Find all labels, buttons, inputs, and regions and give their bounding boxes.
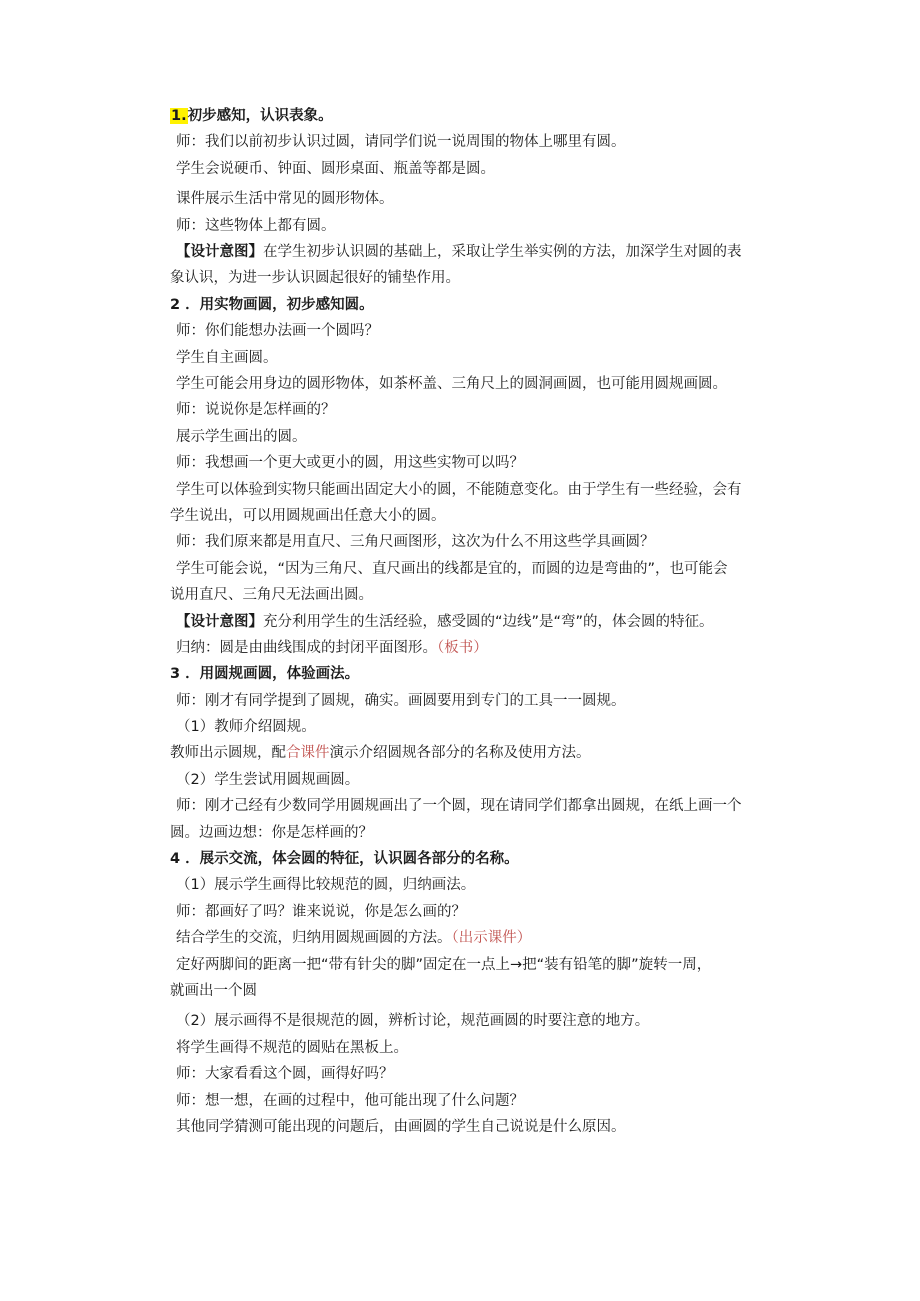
section-1-number: 1. (171, 108, 187, 124)
paragraph-text: 演示介绍圆规各部分的名称及使用方法。 (329, 745, 591, 762)
paragraph: 师：刚才有同学提到了圆规，确实。画圆要用到专门的工具一一圆规。 (176, 692, 626, 709)
paragraph: 师：想一想，在画的过程中，他可能出现了什么问题？ (176, 1092, 524, 1109)
paragraph-line: 定好两脚间的距离一把“带有针尖的脚”固定在一点上→把“装有铅笔的脚”旋转一周， (176, 956, 712, 973)
paragraph-line: 圆。边画边想：你是怎样画的？ (170, 824, 373, 841)
paragraph: 学生会说硬币、钟面、圆形桌面、瓶盖等都是圆。 (176, 160, 495, 177)
design-intent-2 (0, 609, 920, 635)
paragraph-line: 师：刚才己经有少数同学用圆规画出了一个圆，现在请同学们都拿出圆规，在纸上画一个 (176, 798, 742, 815)
paragraph-line: 就画出一个圆 (170, 983, 257, 1000)
blackboard-note: （板书） (437, 639, 488, 656)
design-intent-text-cont: 象认识，为进一步认识圆起很好的铺垫作用。 (170, 270, 460, 287)
design-intent-1 (0, 239, 920, 292)
paragraph-line: 学生说出，可以用圆规画出任意大小的圆。 (170, 507, 446, 524)
paragraph: 课件展示生活中常见的圆形物体。 (176, 191, 394, 208)
design-intent-tag: 【设计意图】 (176, 613, 263, 630)
paragraph-multiline (0, 793, 920, 846)
paragraph-text: 结合学生的交流，归纳用圆规画圆的方法。 (176, 930, 452, 947)
paragraph: （1）展示学生画得比较规范的圆，归纳画法。 (176, 877, 476, 894)
section-1-title: 初步感知，认识表象。 (187, 108, 333, 124)
paragraph: （2）学生尝试用圆规画圆。 (176, 771, 360, 788)
paragraph (176, 925, 920, 951)
paragraph: 师：都画好了吗？谁来说说，你是怎么画的？ (176, 903, 466, 920)
paragraph: 学生可能会用身边的圆形物体，如茶杯盖、三角尺上的圆洞画圆，也可能用圆规画圆。 (176, 375, 727, 392)
paragraph: 师：说说你是怎样画的？ (176, 402, 336, 419)
paragraph: 师：我们以前初步认识过圆，请同学们说一说周围的物体上哪里有圆。 (176, 134, 626, 151)
summary-text: 归纳：圆是由曲线围成的封闭平面图形。 (176, 639, 437, 656)
design-intent-tag: 【设计意图】 (176, 243, 263, 260)
paragraph: 学生自主画圆。 (176, 349, 278, 366)
paragraph: 师：大家看看这个圆，画得好吗？ (176, 1066, 394, 1083)
paragraph-line: 说用直尺、三角尺无法画出圆。 (170, 587, 373, 604)
paragraph-multiline (0, 952, 920, 1005)
paragraph: 师：我想画一个更大或更小的圆，用这些实物可以吗？ (176, 455, 524, 472)
paragraph: 师：你们能想办法画一个圆吗？ (176, 323, 379, 340)
paragraph: 展示学生画出的圆。 (176, 428, 307, 445)
paragraph-multiline (0, 477, 920, 530)
paragraph (170, 740, 920, 766)
document-body (0, 103, 920, 1140)
paragraph-line: 学生可能会说，“因为三角尺、直尺画出的线都是宜的，而圆的边是弯曲的”，也可能会 (176, 560, 728, 577)
courseware-note: （出示课件） (451, 930, 532, 947)
design-intent-text: 充分利用学生的生活经验，感受圆的“边线”是“弯”的，体会圆的特征。 (263, 613, 714, 630)
design-intent-text: 在学生初步认识圆的基础上，采取让学生举实例的方法，加深学生对圆的表 (263, 243, 742, 260)
paragraph-line: 学生可以体验到实物只能画出固定大小的圆，不能随意变化。由于学生有一些经验，会有 (176, 481, 742, 498)
paragraph: 其他同学猜测可能出现的问题后，由画圆的学生自己说说是什么原因。 (176, 1119, 626, 1136)
courseware-note: 合课件 (286, 745, 330, 762)
section-1-heading (170, 103, 920, 129)
section-2-heading: 2 ．用实物画圆，初步感知圆。 (170, 296, 374, 313)
paragraph: 将学生画得不规范的圆贴在黑板上。 (176, 1039, 408, 1056)
paragraph: （2）展示画得不是很规范的圆，辨析讨论，规范画圆的时要注意的地方。 (176, 1013, 650, 1030)
paragraph: 师：我们原来都是用直尺、三角尺画图形，这次为什么不用这些学具画圆？ (176, 534, 655, 551)
paragraph (176, 635, 920, 661)
section-4-heading: 4 ．展示交流，体会圆的特征，认识圆各部分的名称。 (170, 851, 519, 868)
paragraph: 师：这些物体上都有圆。 (176, 217, 336, 234)
section-3-heading: 3 ．用圆规画圆，体验画法。 (170, 666, 360, 683)
paragraph-text: 教师出示圆规，配 (170, 745, 286, 762)
paragraph: （1）教师介绍圆规。 (176, 719, 316, 736)
paragraph-multiline (0, 556, 920, 609)
